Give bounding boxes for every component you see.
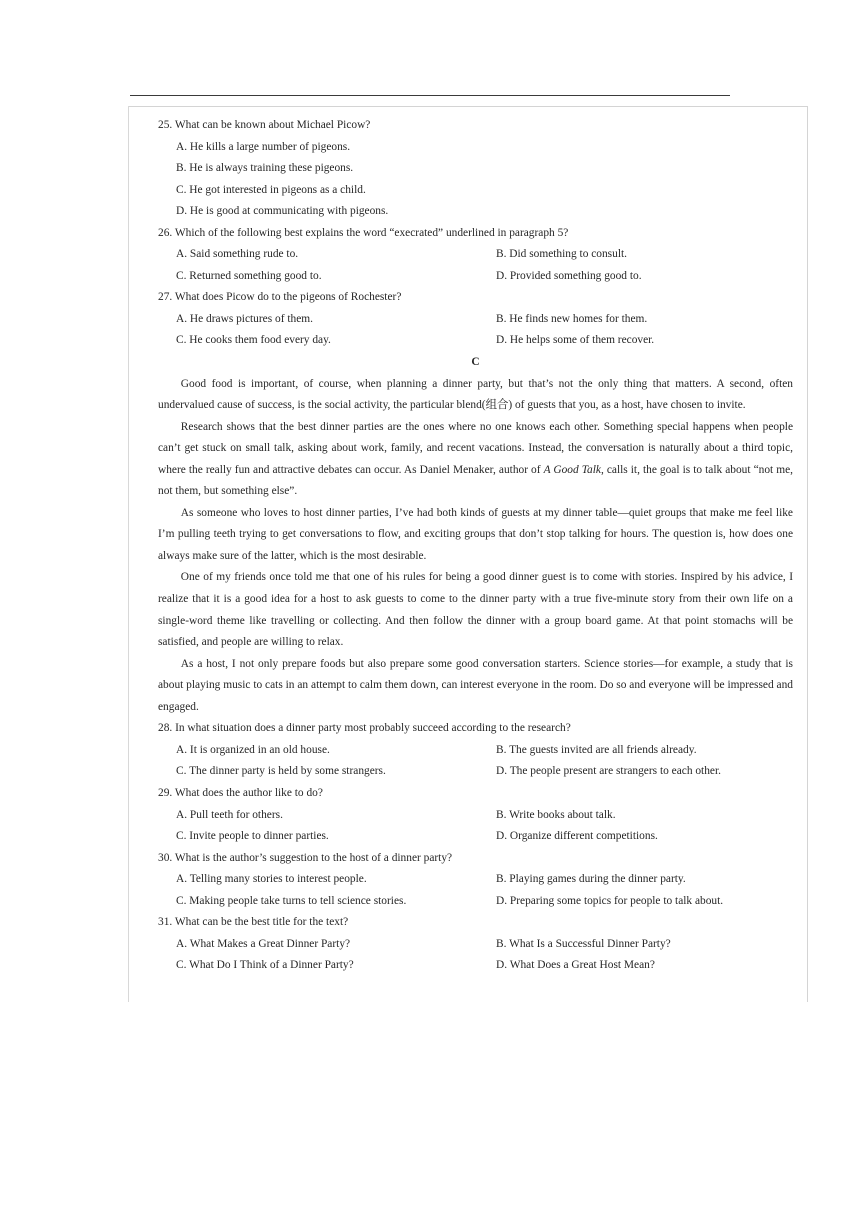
question-stem: 30. What is the author’s suggestion to the host of a dinner party? <box>158 851 453 864</box>
option-row <box>158 869 793 891</box>
question-31 <box>158 912 793 977</box>
option-b: B. Did something to consult. <box>496 248 627 261</box>
question-stem: 31. What can be the best title for the text? <box>158 916 349 929</box>
option-c: C. The dinner party is held by some strangers. <box>176 765 386 778</box>
option-c: C. He got interested in pigeons as a child. <box>176 183 366 196</box>
passage-paragraph-4: One of my friends once told me that one of his rules for being a good dinner guest is to come with stories. Inspired by his advice, I realize that it is a good idea for a host to ask guests to come to the dinner party with a true five-minute story from their own life on a single-word theme like travelling or collecting. And then follow the dinner with a group board game. At that point stomachs will be satisfied, and people are willing to relax. <box>158 571 793 649</box>
question-stem: 27. What does Picow do to the pigeons of Rochester? <box>158 291 402 304</box>
option-row <box>158 826 793 848</box>
question-26 <box>158 223 793 288</box>
reading-passage <box>158 374 793 719</box>
question-stem: 25. What can be known about Michael Picow? <box>158 119 371 131</box>
question-29 <box>158 783 793 848</box>
option-row <box>158 891 793 913</box>
option-c: C. Returned something good to. <box>176 269 322 282</box>
option-a: A. Telling many stories to interest people. <box>176 873 367 886</box>
option-row <box>158 955 793 977</box>
question-27 <box>158 287 793 352</box>
option-d: D. The people present are strangers to each other. <box>496 765 721 778</box>
option-a: A. What Makes a Great Dinner Party? <box>176 937 351 950</box>
passage-text: Research shows that the best dinner parties are the ones where no one knows each other. Something special happens when people can’t get stuck on small talk, asking about work, family, and recent vacations. Instead, the conversation is naturally about a third topic, where the really fun and attractive debates can occur. As Daniel Menaker, author of <box>158 420 793 476</box>
passage-paragraph-5: As a host, I not only prepare foods but also prepare some good conversation starters. Science stories—for example, a study that is about playing music to cats in an attempt to calm them down, can interest everyone in the room. Do so and everyone will be impressed and engaged. <box>158 657 793 713</box>
book-title: A Good Talk <box>543 463 601 476</box>
option-b: B. He is always training these pigeons. <box>176 162 354 175</box>
question-25 <box>158 115 793 223</box>
option-b: B. Write books about talk. <box>496 808 616 821</box>
option-a: A. Said something rude to. <box>176 248 299 261</box>
option-c: C. He cooks them food every day. <box>176 334 331 347</box>
option-b: B. Playing games during the dinner party. <box>496 873 686 886</box>
question-stem: 26. Which of the following best explains the word “execrated” underlined in paragraph 5? <box>158 226 569 239</box>
option-a: A. He draws pictures of them. <box>176 312 313 325</box>
option-a: A. Pull teeth for others. <box>176 808 283 821</box>
option-row <box>158 934 793 956</box>
option-b: B. He finds new homes for them. <box>496 312 648 325</box>
option-row <box>158 244 793 266</box>
question-30 <box>158 848 793 913</box>
option-d: D. He helps some of them recover. <box>496 334 655 347</box>
option-d: D. He is good at communicating with pigeons. <box>176 205 389 218</box>
option-row <box>158 740 793 762</box>
section-heading: C <box>471 356 480 369</box>
option-a: A. He kills a large number of pigeons. <box>176 140 351 153</box>
option-a: A. It is organized in an old house. <box>176 743 330 756</box>
option-d: D. What Does a Great Host Mean? <box>496 959 655 972</box>
passage-paragraph-1: Good food is important, of course, when planning a dinner party, but that’s not the only thing that matters. A second, often undervalued cause of success, is the social activity, the particular blend(组合) of guests that you, as a host, have chosen to invite. <box>158 377 793 412</box>
question-stem: 29. What does the author like to do? <box>158 786 323 799</box>
option-row <box>158 805 793 827</box>
scan-border-right <box>807 106 808 1002</box>
passage-paragraph-3: As someone who loves to host dinner parties, I’ve had both kinds of guests at my dinner table—quiet groups that make me feel like I’m pulling teeth trying to get conversations to flow, and exciting groups that don’t stop talking for hours. The question is, how does one always make sure of the latter, which is the most desirable. <box>158 506 793 562</box>
scan-border-left <box>128 106 129 1002</box>
question-stem: 28. In what situation does a dinner party most probably succeed according to the research? <box>158 722 571 735</box>
passage-text: , calls it, the goal is to talk about “not me, not them, but something else”. <box>158 463 793 498</box>
scan-border-top <box>128 106 808 107</box>
option-d: D. Organize different competitions. <box>496 830 658 843</box>
option-d: D. Preparing some topics for people to talk about. <box>496 894 724 907</box>
option-b: B. The guests invited are all friends already. <box>496 743 697 756</box>
question-28 <box>158 718 793 783</box>
option-b: B. What Is a Successful Dinner Party? <box>496 937 671 950</box>
passage-paragraph-2 <box>158 417 793 503</box>
header-rule <box>130 95 730 96</box>
option-d: D. Provided something good to. <box>496 269 642 282</box>
option-row <box>158 309 793 331</box>
option-c: C. What Do I Think of a Dinner Party? <box>176 959 354 972</box>
option-row <box>158 761 793 783</box>
option-c: C. Invite people to dinner parties. <box>176 830 329 843</box>
option-c: C. Making people take turns to tell science stories. <box>176 894 407 907</box>
exam-page <box>158 115 793 977</box>
option-row <box>158 266 793 288</box>
option-row <box>158 330 793 352</box>
